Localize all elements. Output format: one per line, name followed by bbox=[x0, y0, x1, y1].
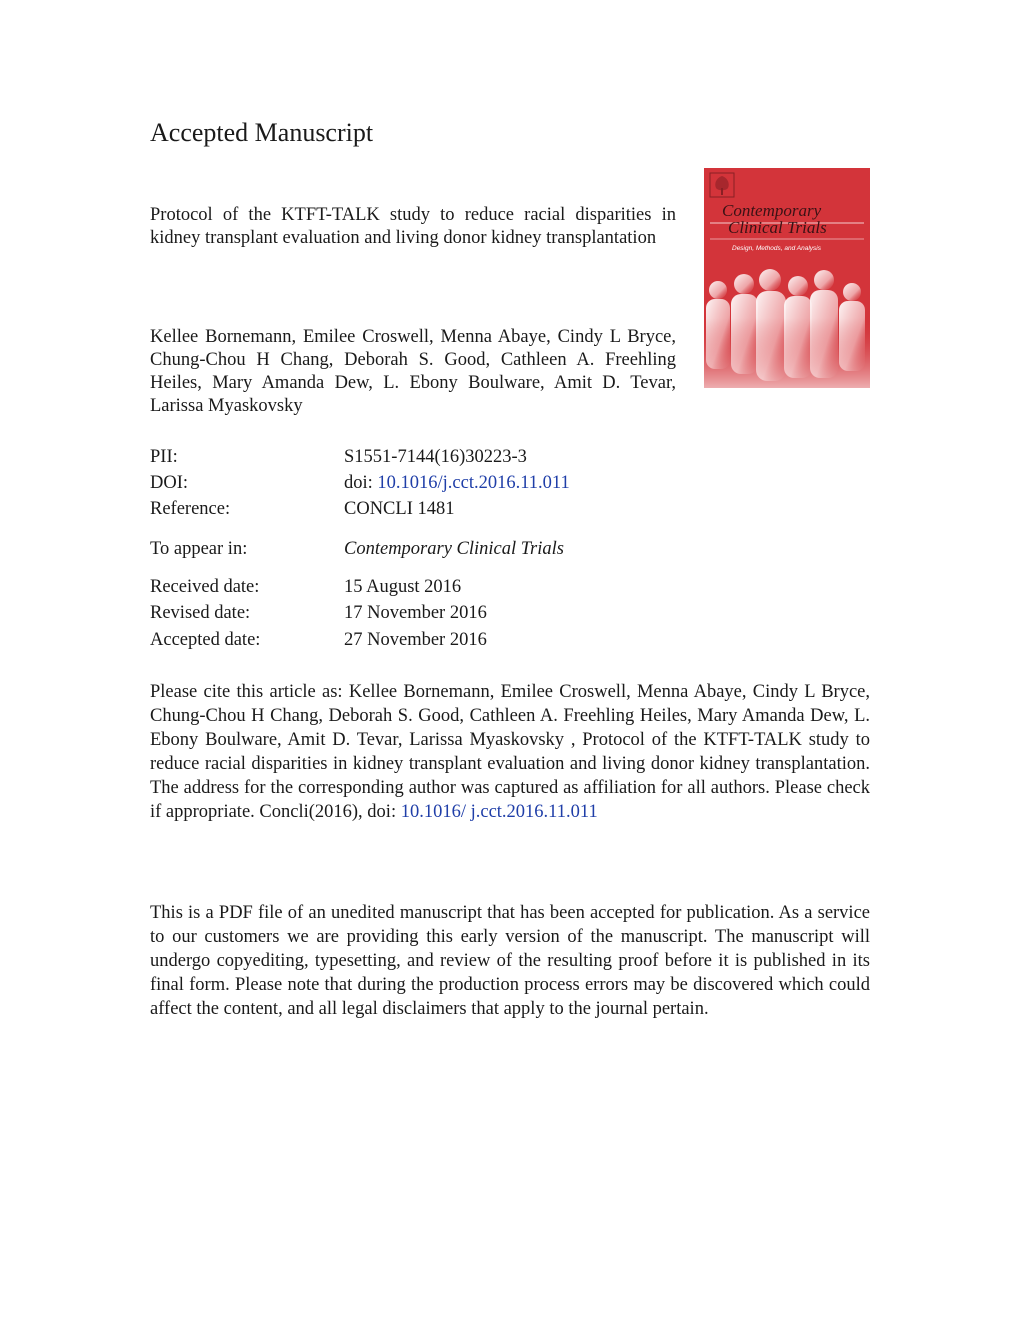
doi-prefix: doi: bbox=[344, 473, 373, 493]
appear-value: Contemporary Clinical Trials bbox=[344, 539, 564, 559]
citation-doi-link[interactable]: 10.1016/ j.cct.2016.11.011 bbox=[400, 802, 598, 822]
citation-paragraph bbox=[150, 680, 870, 824]
doi-value bbox=[344, 471, 570, 495]
appear-label: To appear in: bbox=[150, 539, 248, 559]
pii-label: PII: bbox=[150, 447, 178, 467]
revised-value: 17 November 2016 bbox=[344, 603, 487, 623]
citation-text: Please cite this article as: Kellee Bornemann, Emilee Croswell, Menna Abaye, Cindy L Bryce, Chung-Chou H Chang, Deborah S. Good, Cathleen A. Freehling Heiles, Mary Amanda Dew, L. Ebony Boulware, Amit D. Tevar, Larissa Myaskovsky , Protocol of the KTFT-TALK study to reduce racial disparities in kidney transplant evaluation and living donor kidney transplantation. The address for the corresponding author was captured as affiliation for all authors. Please check if appropriate. Concli(2016), doi: bbox=[150, 682, 870, 822]
manuscript-notice: This is a PDF file of an unedited manuscript that has been accepted for publication. As a service to our customers we are providing this early version of the manuscript. The manuscript will undergo copyediting, typesetting, and review of the resulting proof before it is published in its final form. Please note that during the production process errors may be discovered which could affect the content, and all legal disclaimers that apply to the journal pertain. bbox=[150, 903, 870, 1019]
article-title: Protocol of the KTFT-TALK study to reduce racial disparities in kidney transplant evaluation and living donor kidney transplantation bbox=[150, 205, 676, 248]
cover-journal-line1: Contemporary bbox=[722, 201, 822, 220]
accepted-label: Accepted date: bbox=[150, 630, 261, 650]
journal-cover-image bbox=[704, 168, 870, 388]
cover-journal-line2: Clinical Trials bbox=[728, 218, 827, 237]
cover-subtitle: Design, Methods, and Analysis bbox=[732, 245, 822, 252]
accepted-value: 27 November 2016 bbox=[344, 630, 487, 650]
doi-link[interactable]: 10.1016/j.cct.2016.11.011 bbox=[377, 473, 570, 493]
reference-value: CONCLI 1481 bbox=[344, 499, 455, 519]
pii-value: S1551-7144(16)30223-3 bbox=[344, 447, 527, 467]
reference-label: Reference: bbox=[150, 499, 231, 519]
page-heading: Accepted Manuscript bbox=[150, 118, 374, 147]
article-authors: Kellee Bornemann, Emilee Croswell, Menna Abaye, Cindy L Bryce, Chung-Chou H Chang, Deborah S. Good, Cathleen A. Freehling Heiles, Mary Amanda Dew, L. Ebony Boulware, Amit D. Tevar, Larissa Myaskovsky bbox=[150, 327, 676, 416]
received-label: Received date: bbox=[150, 577, 260, 597]
revised-label: Revised date: bbox=[150, 603, 251, 623]
doi-label: DOI: bbox=[150, 473, 189, 493]
received-value: 15 August 2016 bbox=[344, 577, 462, 597]
